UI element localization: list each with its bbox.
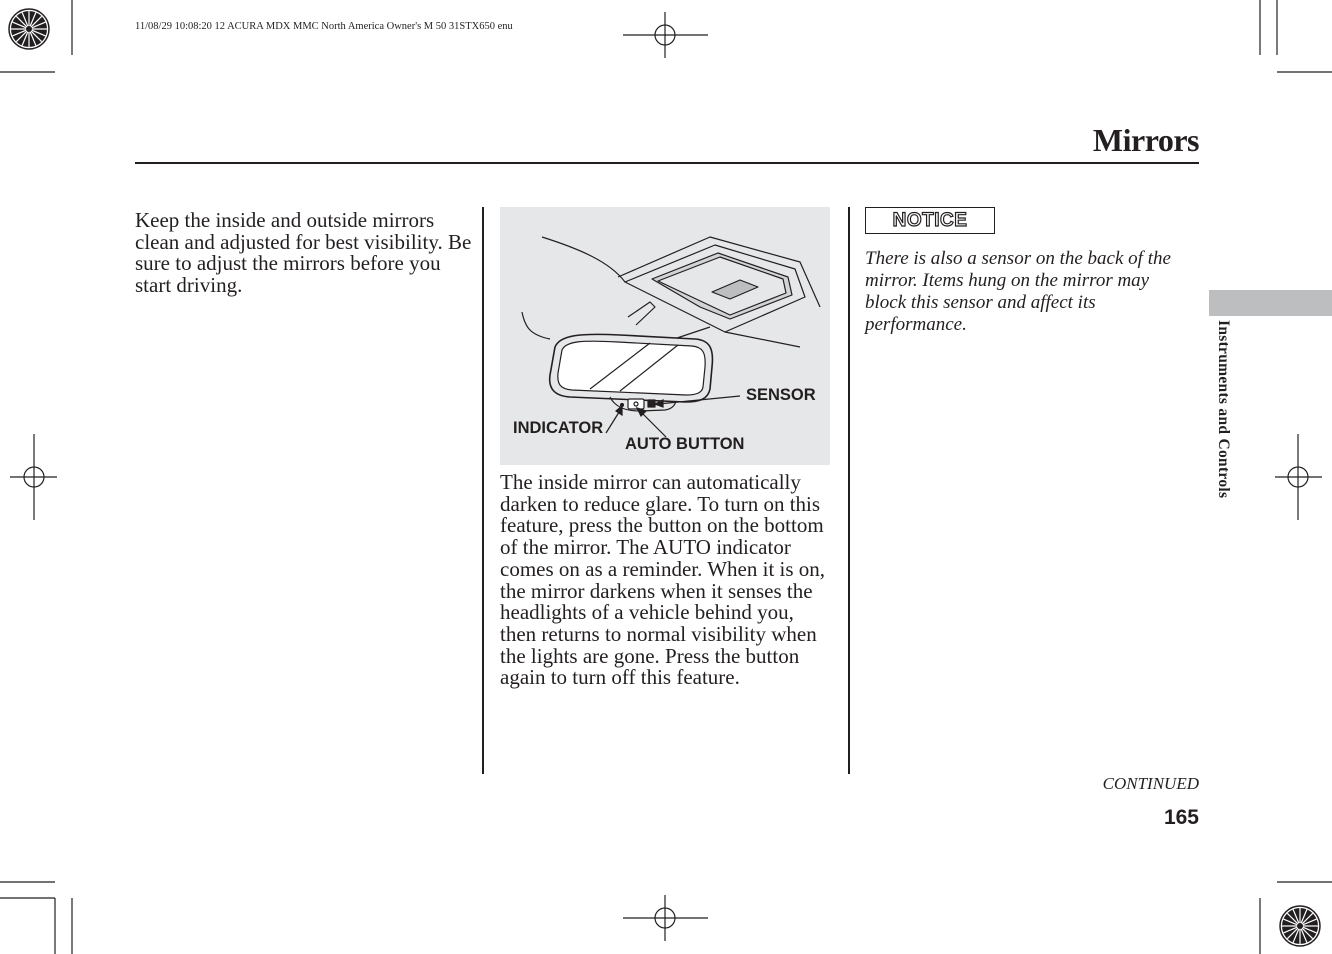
auto-button-label: AUTO BUTTON (625, 435, 745, 453)
title-rule (135, 162, 1199, 164)
sensor-label: SENSOR (746, 386, 816, 404)
notice-label: NOTICE (892, 210, 968, 231)
section-tab (1209, 290, 1332, 316)
page-number: 165 (1163, 806, 1199, 829)
print-header: 11/08/29 10:08:20 12 ACURA MDX MMC North America Owner's M 50 31STX650 enu (135, 21, 513, 32)
auto-dimming-paragraph: The inside mirror can automatically darken to reduce glare. To turn on this feature, press the button on the bottom of the mirror. The AUTO indicator comes on as a reminder. When it is on, the mirror darkens when it senses the headlights of a vehicle behind you, then returns to normal visibility when the lights are gone. Press the button again to turn off this feature. (500, 470, 826, 690)
notice-text: There is also a sensor on the back of the mirror. Items hung on the mirror may block this sensor and affect its performance. (865, 248, 1171, 335)
mirror-illustration (500, 207, 830, 465)
column-divider-left (482, 207, 484, 774)
side-tab-text: Instruments and Controls (1215, 320, 1232, 499)
indicator-label: INDICATOR (513, 419, 604, 437)
continued-label: CONTINUED (1102, 774, 1199, 793)
side-tab-label (1208, 320, 1238, 532)
column-divider-right (848, 207, 850, 774)
notice-badge (865, 207, 995, 234)
intro-paragraph: Keep the inside and outside mirrors clean and adjusted for best visibility. Be sure to adjust the mirrors before you start driving. (135, 208, 472, 298)
page-title: Mirrors (1092, 122, 1199, 158)
